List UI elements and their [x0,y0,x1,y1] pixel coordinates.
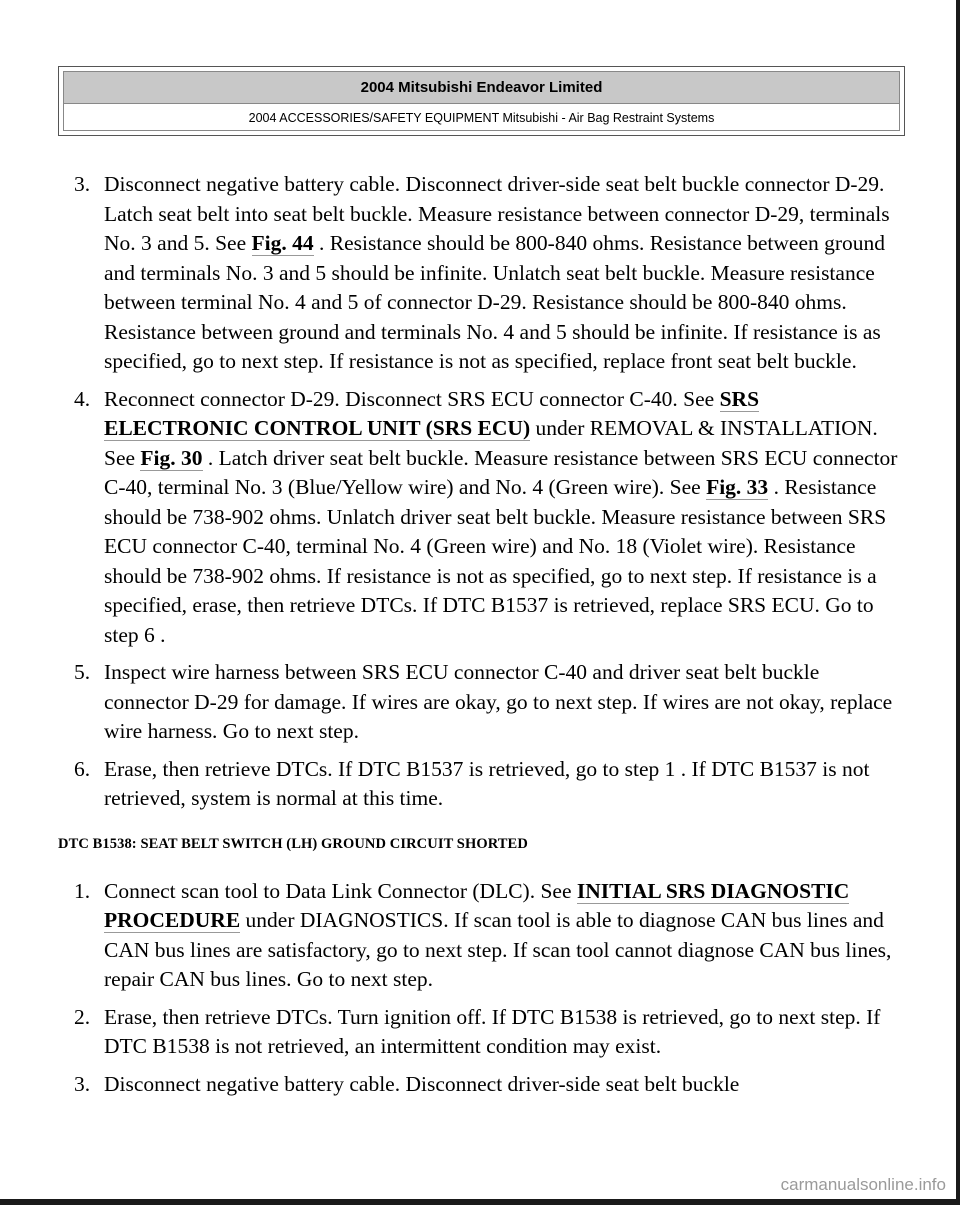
step-number: 4. [74,386,91,411]
document-header-inner [63,71,900,131]
step-text: under DIAGNOSTICS. If scan tool is able to diagnose CAN bus lines and CAN bus lines are satisfactory, go to next step. If scan tool cannot diagnose CAN bus lines, repair CAN bus lines. Go to next step. [104,908,892,991]
step-text: Disconnect negative battery cable. Disconnect driver-side seat belt buckle connector D-29. Latch seat belt into seat belt buckle. Measure resistance between connector D-29, terminals No. 3 and 5. See [104,172,890,255]
step-text: Inspect wire harness between SRS ECU connector C-40 and driver seat belt buckle connector D-29 for damage. If wires are okay, go to next step. If wires are not okay, replace wire harness. Go to next step. [104,660,893,743]
procedure-list-b1537 [0,170,960,814]
srs-ecu-link[interactable]: SRS ELECTRONIC CONTROL UNIT (SRS ECU) [104,386,760,440]
step-text: Erase, then retrieve DTCs. Turn ignition off. If DTC B1538 is retrieved, go to next step. If DTC B1538 is not retrieved, an intermittent condition may exist. [104,1004,881,1058]
procedure-list-b1538 [0,877,960,1100]
fig-30-link[interactable]: Fig. 30 [140,445,203,470]
step-number: 5. [74,660,91,684]
step-text: Erase, then retrieve DTCs. If DTC B1537 is retrieved, go to step 1 . If DTC B1537 is not retrieved, system is normal at this time. [104,756,870,810]
step-item [0,1070,960,1100]
step-number: 3. [74,172,91,196]
step-item [0,877,960,995]
watermark: carmanualsonline.info [780,1175,946,1194]
step-text: Connect scan tool to Data Link Connector (DLC). See [104,878,577,903]
step-item [0,170,960,377]
step-number: 3. [74,1071,91,1096]
step-text: . Resistance should be 800-840 ohms. Resistance between ground and terminals No. 3 and 5 should be infinite. Unlatch seat belt buckle. Measure resistance between terminal No. 4 and 5 of connector D-29. Resistance should be 800-840 ohms. Resistance between ground and terminals No. 4 and 5 should be infinite. If resistance is as specified, go to next step. If resistance is not as specified, replace front seat belt buckle. [104,231,886,373]
header-subtitle: 2004 ACCESSORIES/SAFETY EQUIPMENT Mitsubishi - Air Bag Restraint Systems [248,111,715,125]
document-body [0,170,960,1107]
step-text: Reconnect connector D-29. Disconnect SRS ECU connector C-40. See [104,386,720,411]
section-heading-b1538: DTC B1538: SEAT BELT SWITCH (LH) GROUND CIRCUIT SHORTED [58,835,528,852]
step-text: under REMOVAL & INSTALLATION. See [104,416,878,470]
step-item [0,755,960,814]
fig-44-link[interactable]: Fig. 44 [251,231,314,255]
step-item [0,658,960,747]
step-item [0,1003,960,1062]
step-text: . Resistance should be 738-902 ohms. Unlatch driver seat belt buckle. Measure resistance between SRS ECU connector C-40, terminal No. 4 (Green wire) and No. 18 (Violet wire). Resistance should be 738-902 ohms. If resistance is not as specified, go to next step. If resistance is a specified, erase, then retrieve DTCs. If DTC B1537 is retrieved, replace SRS ECU. Go to step 6 . [104,475,887,647]
step-item [0,385,960,651]
fig-33-link[interactable]: Fig. 33 [706,475,769,499]
step-number: 2. [74,1004,91,1029]
document-header [58,66,905,136]
step-number: 1. [74,878,91,903]
step-text: . Latch driver seat belt buckle. Measure resistance between SRS ECU connector C-40, terminal No. 3 (Blue/Yellow wire) and No. 4 (Green wire). See [104,445,898,499]
page-border-bottom [0,1199,960,1205]
step-text: Disconnect negative battery cable. Disconnect driver-side seat belt buckle [104,1071,740,1096]
header-title: 2004 Mitsubishi Endeavor Limited [64,72,899,104]
initial-srs-diagnostic-link[interactable]: INITIAL SRS DIAGNOSTIC PROCEDURE [104,878,850,932]
step-number: 6. [74,756,91,781]
